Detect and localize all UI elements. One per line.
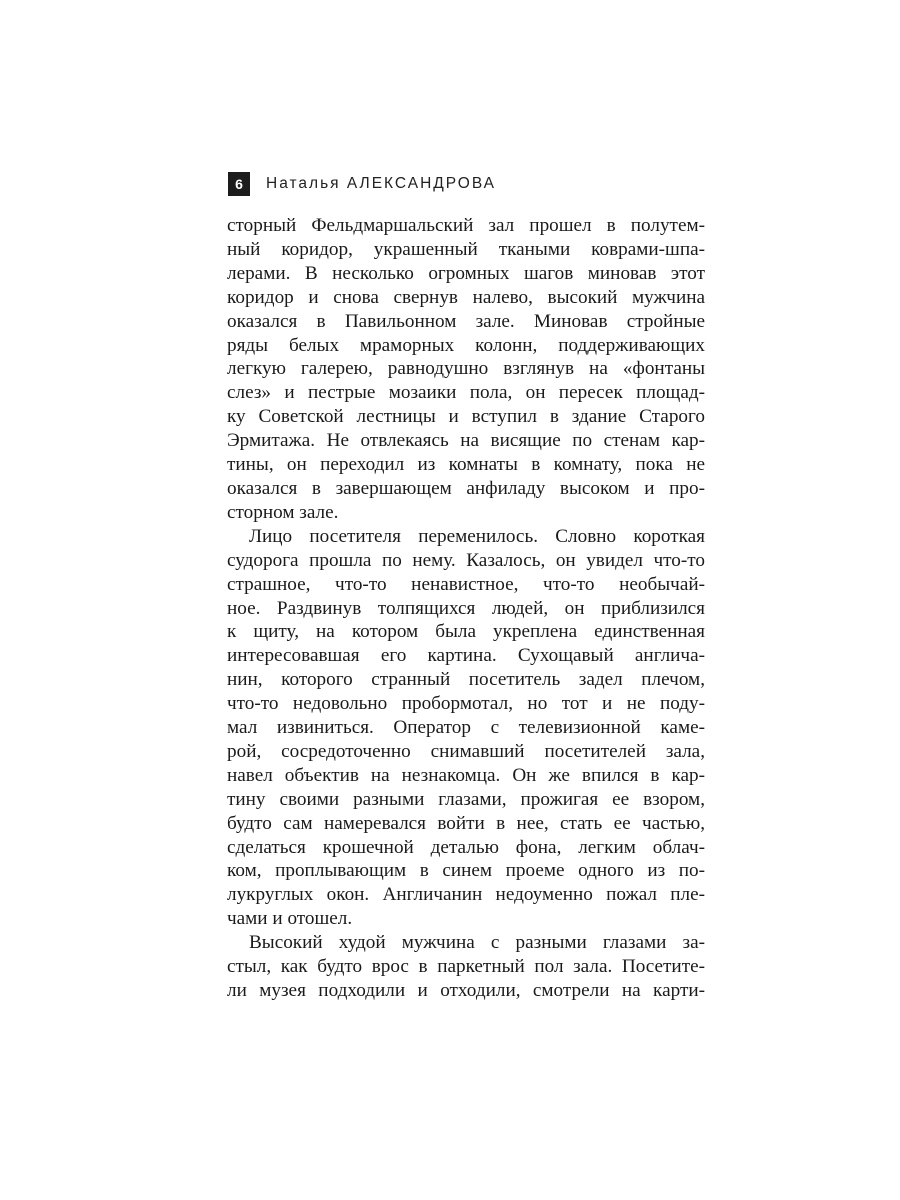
text-line: стыл, как будто врос в паркетный пол зала. Посетите- — [227, 956, 705, 978]
text-line: что-то недовольно пробормотал, но тот и не поду- — [227, 693, 705, 715]
text-line: ку Советской лестницы и вступил в здание Старого — [227, 406, 705, 428]
text-line: оказался в Павильонном зале. Миновав стройные — [227, 310, 705, 332]
text-line: оказался в завершающем анфиладу высоком и про- — [227, 477, 705, 499]
running-head: Наталья АЛЕКСАНДРОВА — [266, 175, 496, 192]
text-line: лукруглых окон. Англичанин недоуменно пожал пле- — [227, 884, 705, 906]
text-line: чами и отошел. — [227, 908, 353, 930]
text-line: тины, он переходил из комнаты в комнату, пока не — [227, 454, 705, 476]
text-line: Эрмитажа. Не отвлекаясь на висящие по стенам кар- — [227, 430, 705, 452]
paragraph-1 — [227, 214, 705, 525]
paragraph-3 — [227, 931, 705, 1003]
text-line: сторном зале. — [227, 501, 339, 523]
text-line: лерами. В несколько огромных шагов миновав этот — [227, 262, 705, 284]
text-line: к щиту, на котором была укреплена единственная — [227, 621, 705, 643]
text-line: нин, которого странный посетитель задел плечом, — [227, 669, 705, 691]
paragraph-2 — [227, 525, 705, 931]
text-line: сторный Фельдмаршальский зал прошел в полутем- — [227, 215, 705, 236]
text-line: ное. Раздвинув толпящихся людей, он приблизился — [227, 597, 705, 619]
text-line: страшное, что-то ненавистное, что-то необычай- — [227, 573, 705, 595]
text-line: слез» и пестрые мозаики пола, он пересек площад- — [227, 382, 705, 404]
text-line: ный коридор, украшенный ткаными коврами-шпа- — [227, 238, 705, 260]
text-line: рой, сосредоточенно снимавший посетителей зала, — [227, 740, 705, 762]
body-text — [227, 214, 705, 1003]
text-line: ком, проплывающим в синем проеме одного из по- — [227, 860, 705, 882]
text-line: судорога прошла по нему. Казалось, он увидел что-то — [227, 549, 705, 571]
text-line: сделаться крошечной деталью фона, легким облач- — [227, 836, 705, 858]
text-line: коридор и снова свернув налево, высокий мужчина — [227, 286, 705, 308]
text-line: навел объектив на незнакомца. Он же впился в кар- — [227, 764, 705, 786]
text-line: Высокий худой мужчина с разными глазами за- — [249, 932, 705, 954]
text-line: тину своими разными глазами, прожигая ее взором, — [227, 788, 705, 810]
text-line: легкую галерею, равнодушно взглянув на «фонтаны — [227, 358, 705, 380]
text-line: Лицо посетителя переменилось. Словно короткая — [249, 525, 705, 547]
page-number: 6 — [228, 172, 250, 196]
text-line: будто сам намеревался войти в нее, стать ее частью, — [227, 812, 705, 834]
text-line: ряды белых мраморных колонн, поддерживающих — [227, 334, 705, 356]
text-line: ли музея подходили и отходили, смотрели на карти- — [227, 980, 705, 1001]
page-header — [228, 172, 496, 196]
text-line: интересовавшая его картина. Сухощавый англича- — [227, 645, 705, 667]
text-line: мал извиниться. Оператор с телевизионной каме- — [227, 717, 705, 739]
